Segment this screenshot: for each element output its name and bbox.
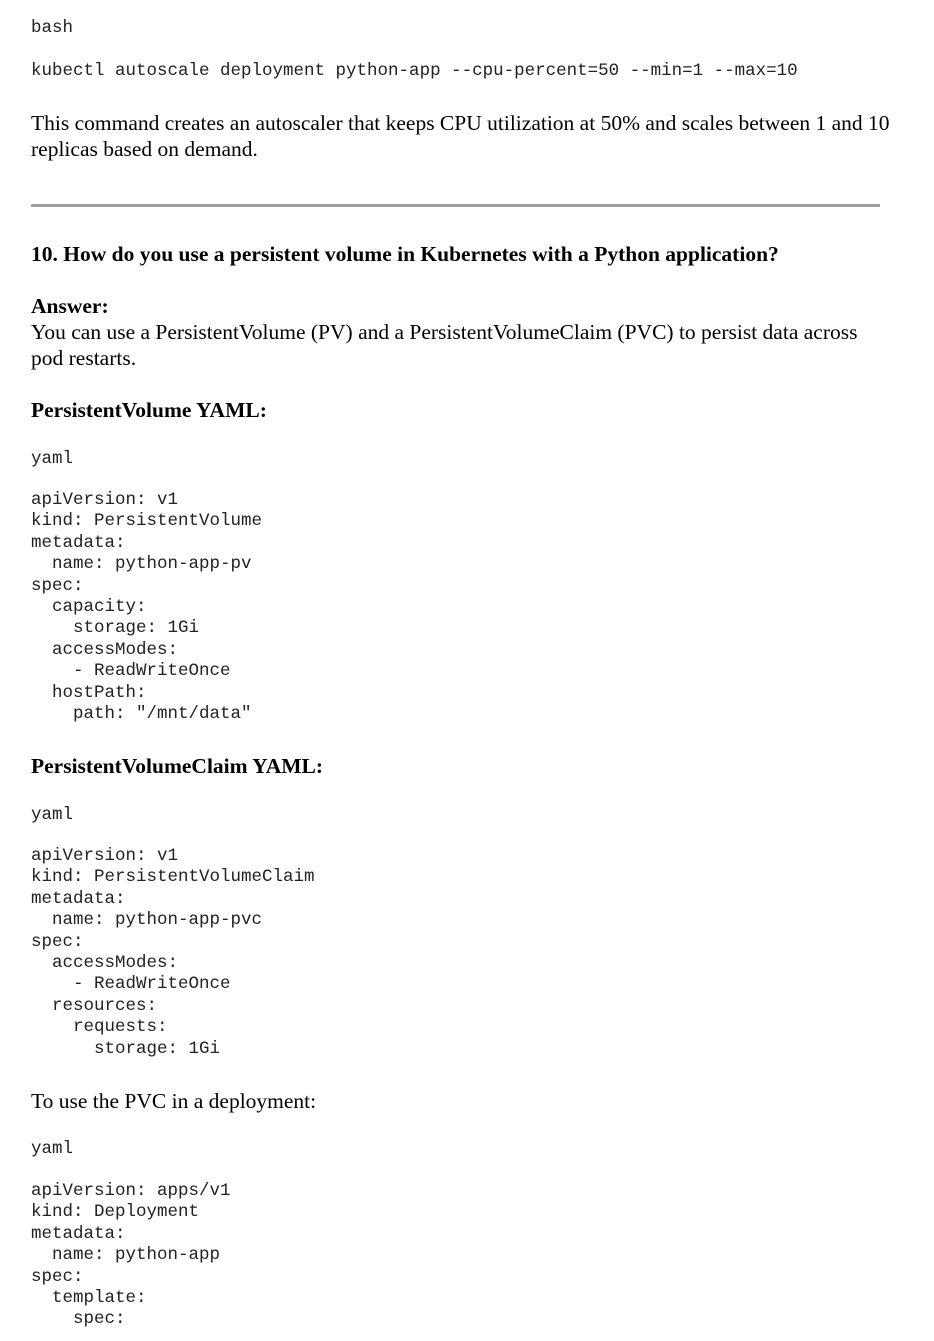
code-block-autoscale [31,61,798,82]
code-line: spec: [31,575,84,596]
code-line: hostPath: [31,682,147,703]
code-line: template: [31,1287,147,1308]
code-line: accessModes: [31,952,179,973]
code-line: apiVersion: v1 [31,846,179,866]
code-line: requests: [31,1017,168,1038]
code-line: apiVersion: apps/v1 [31,1181,231,1201]
code-lang-label: yaml [31,805,74,825]
code-line: storage: 1Gi [31,618,200,639]
code-line: path: "/mnt/data" [31,703,252,724]
answer-text: You can use a PersistentVolume (PV) and a PersistentVolumeClaim (PVC) to persist data across pod restarts. [31,320,858,370]
code-line: kind: Deployment [31,1202,200,1223]
pv-heading: PersistentVolume YAML: [31,398,267,422]
code-line: storage: 1Gi [31,1038,221,1059]
code-line: accessModes: [31,639,179,660]
code-line: - ReadWriteOnce [31,661,231,682]
code-block-pv [31,490,262,725]
paragraph-use-pvc: To use the PVC in a deployment: [31,1089,317,1113]
code-line: spec: [31,931,84,952]
paragraph-autoscaler: This command creates an autoscaler that keeps CPU utilization at 50% and scales between 1 and 10 replicas based on demand. [31,111,890,161]
code-lang-label: yaml [31,449,74,469]
code-lang-label: bash [31,18,74,38]
code-line: name: python-app [31,1245,221,1266]
code-line: kind: PersistentVolume [31,511,263,532]
code-line: resources: [31,995,158,1016]
code-line: metadata: [31,1223,126,1244]
code-line: apiVersion: v1 [31,490,179,510]
code-block-deployment [31,1181,231,1331]
code-line: name: python-app-pvc [31,910,263,931]
code-line: spec: [31,1266,84,1287]
code-line: kubectl autoscale deployment python-app --cpu-percent=50 --min=1 --max=10 [31,61,798,81]
answer-label: Answer: [31,294,109,318]
code-line: kind: PersistentVolumeClaim [31,867,315,888]
code-line: spec: [31,1309,126,1330]
code-block-pvc [31,846,315,1060]
section-divider [31,204,880,207]
pvc-heading: PersistentVolumeClaim YAML: [31,754,324,778]
code-line: metadata: [31,888,126,909]
question-heading: 10. How do you use a persistent volume in Kubernetes with a Python application? [31,242,779,266]
code-line: metadata: [31,532,126,553]
code-line: capacity: [31,596,147,617]
code-line: - ReadWriteOnce [31,974,231,995]
code-lang-label: yaml [31,1139,74,1159]
code-line: name: python-app-pv [31,554,252,575]
